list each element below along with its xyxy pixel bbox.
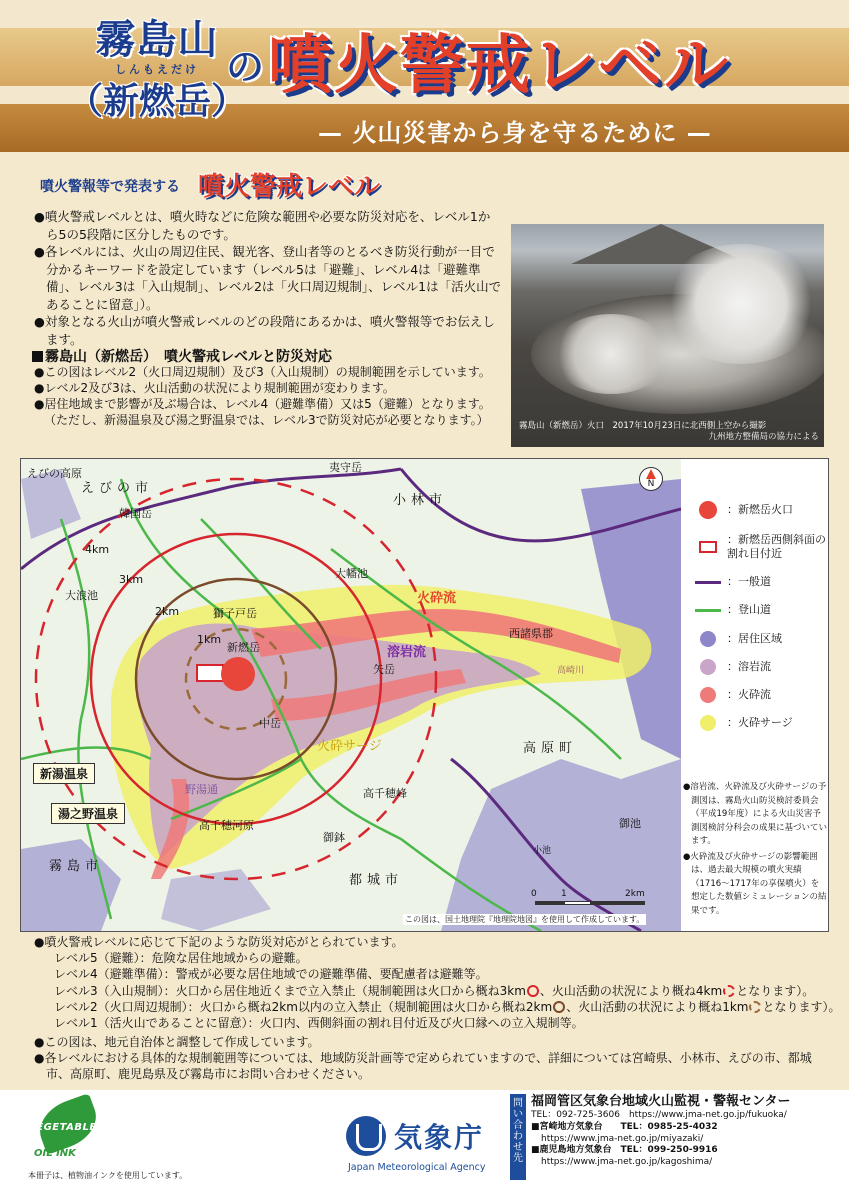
label-lava: 溶岩流 — [387, 645, 427, 660]
map-credit: この図は、国土地理院『地理院地図』を使用して作成しています。 — [405, 915, 645, 924]
intro-list — [34, 208, 502, 348]
response-level2-c: となります）。 — [762, 999, 841, 1014]
section-heading — [32, 346, 332, 366]
section-bullet: ●レベル2及び3は、火山活動の状況により規制範囲が変わります。 — [34, 381, 395, 395]
map-panel — [20, 458, 829, 932]
legend-item — [689, 603, 827, 617]
label-takachiho: 高千穂峰 — [363, 787, 407, 800]
response-section — [34, 934, 841, 1031]
legend-label: ：溶岩流 — [727, 660, 771, 673]
response-level5: レベル5（避難）：危険な居住地域からの避難。 — [54, 951, 308, 966]
photo-steam — [661, 244, 821, 364]
label-river: 高崎川 — [557, 666, 585, 676]
vegetable-oil-ink-logo — [28, 1102, 108, 1162]
bottom-note: ●この図は、地元自治体と調整して作成しています。 — [34, 1035, 320, 1049]
legend-item — [689, 533, 827, 561]
response-level1: レベル1（活火山であることに留意）：火口内、西側斜面の割れ目付近及び火口縁への立入規制等。 — [54, 1016, 584, 1031]
label-kirishima-city: 霧島市 — [49, 859, 104, 874]
square-icon — [32, 351, 43, 362]
response-level2-a: レベル2（火口周辺規制）：火口から概ね2km以内の立入禁止（規制範囲は火口から概ね2km — [54, 999, 553, 1014]
response-level2-b: 、火山活動の状況により概ね1km — [566, 999, 749, 1014]
dashed-circle-1km-icon — [749, 1001, 761, 1013]
lava-icon — [689, 659, 727, 675]
label-1km: 1km — [197, 633, 222, 646]
contact-kagoshima-url[interactable]: https://www.jma-net.go.jp/kagoshima/ — [541, 1157, 713, 1168]
contact-kagoshima: ■鹿児島地方気象台 TEL：099-250-9916 — [531, 1145, 718, 1156]
section-bullet: ●居住地域まで影響が及ぶ場合は、レベル4（避難準備）又は5（避難）となります。 — [34, 397, 491, 411]
scale-0: 0 — [531, 889, 537, 899]
response-level3-c: となります）。 — [736, 983, 815, 998]
label-ohachi: 御鉢 — [323, 831, 345, 844]
legend-label: ：居住区域 — [727, 632, 782, 645]
label-hinamori: 夷守岳 — [329, 461, 362, 474]
label-shinmoe: 新燃岳 — [227, 641, 260, 654]
legend-label: ：火砕サージ — [727, 716, 793, 729]
photo-steam — [551, 314, 671, 394]
label-miike: 御池 — [619, 817, 641, 830]
contact-miyazaki: ■宮崎地方気象台 TEL：0985-25-4032 — [531, 1121, 718, 1132]
intro-bullet: ●噴火警戒レベルとは、噴火時などに危険な範囲や必要な防災対応を、レベル1から5の5段階に区分したものです。 — [34, 209, 491, 242]
label-koike: 小池 — [533, 846, 552, 856]
legend-label: ：登山道 — [727, 603, 771, 616]
section-heading-text: 霧島山（新燃岳） 噴火警戒レベルと防災対応 — [45, 349, 332, 365]
legend-item — [689, 575, 827, 589]
label-kobayashi-city: 小林市 — [393, 493, 448, 508]
section-bullet: （ただし、新湯温泉及び湯之野温泉では、レベル3で防災対応が必要となります。） — [44, 413, 489, 427]
west-slope-fissure — [197, 665, 223, 681]
intro-title: 噴火警報等で発表する — [40, 179, 180, 195]
response-intro: ●噴火警戒レベルに応じて下記のような防災対応がとられています。 — [34, 935, 404, 949]
north-arrow-icon — [639, 467, 663, 491]
response-level3-b: 、火山活動の状況により概ね4km — [539, 983, 723, 998]
crater-icon — [689, 501, 727, 519]
photo-caption — [519, 421, 819, 443]
label-ohata: 大幡池 — [335, 567, 368, 580]
title-sub: （新燃岳） — [66, 81, 247, 122]
photo-caption-line: 霧島山（新燃岳）火口 2017年10月23日に北西側上空から撮影 — [519, 421, 767, 431]
label-2km: 2km — [155, 605, 180, 618]
map-graphic — [21, 459, 681, 931]
legend-label: ：新燃岳火口 — [727, 503, 793, 516]
surge-icon — [689, 715, 727, 731]
circle-3km-icon — [527, 985, 539, 997]
jma-mark-icon — [346, 1116, 386, 1156]
jma-name-en: Japan Meteorological Agency — [348, 1162, 486, 1173]
label-takachihogawara: 高千穂河原 — [199, 819, 254, 832]
legend-label: ：火砕流 — [727, 688, 771, 701]
footer — [0, 1090, 849, 1200]
map-note: ●火砕流及び火砕サージの影響範囲は、過去最大規模の噴火実績（1716～1717年の享保噴火）を想定した数値シミュレーションの結果です。 — [683, 851, 827, 916]
label-ebino-kogen: えびの高原 — [27, 467, 82, 480]
label-shinyu-onsen: 新湯温泉 — [33, 763, 95, 784]
crater-photo — [511, 224, 824, 447]
label-yunono-onsen: 湯之野温泉 — [51, 803, 125, 824]
title-level: 噴火警戒レベル — [268, 29, 730, 103]
residential-icon — [689, 631, 727, 647]
crater — [221, 657, 255, 691]
label-surge: 火砕サージ — [317, 739, 382, 754]
label-shishiko: 獅子戸岳 — [213, 607, 257, 620]
label-miyakonojo-city: 都城市 — [349, 873, 404, 888]
response-level2 — [34, 999, 841, 1015]
pyroclastic-icon — [689, 687, 727, 703]
contact-miyazaki-url[interactable]: https://www.jma-net.go.jp/miyazaki/ — [541, 1133, 704, 1144]
contact-tag: 問い合わせ先 — [510, 1094, 526, 1180]
label-karakuni: 韓国岳 — [119, 507, 152, 520]
jma-name: 気象庁 — [394, 1121, 485, 1154]
label-nishimorokata: 西諸県郡 — [509, 627, 553, 640]
contact-title: 福岡管区気象台地域火山監視・警報センター — [531, 1094, 791, 1109]
legend-item — [689, 659, 827, 675]
label-ebino-city: えびの市 — [81, 481, 154, 496]
map-legend — [681, 459, 829, 779]
map-notes — [683, 781, 827, 920]
circle-2km-icon — [553, 1001, 565, 1013]
intro-bullet: ●対象となる火山が噴火警戒レベルのどの段階にあるかは、噴火警報等でお伝えします。 — [34, 314, 495, 347]
legend-label: ：新燃岳西側斜面の割れ目付近 — [727, 533, 826, 560]
legend-item — [689, 687, 827, 703]
intro-bullet: ●各レベルには、火山の周辺住民、観光客、登山者等のとるべき防災行動が一目で分かるキーワードを設定しています（レベル5は「避難」、レベル4は「避難準備」、レベル3は「入山規制」、レベル2は「火口周辺規制」、レベル1は「活火山であることに留意」）。 — [34, 244, 502, 312]
legend-item — [689, 631, 827, 647]
scale-1: 1 — [561, 889, 567, 899]
trail-icon — [689, 609, 727, 612]
label-pyroclastic: 火砕流 — [417, 591, 457, 606]
label-3km: 3km — [119, 573, 144, 586]
label-4km: 4km — [85, 543, 110, 556]
scale-bar — [531, 889, 651, 909]
label-yadake: 矢岳 — [373, 663, 395, 676]
response-level4: レベル4（避難準備）：警戒が必要な居住地域での避難準備、要配慮者は避難等。 — [54, 967, 488, 982]
legend-item — [689, 501, 827, 519]
label-road: 野湯通 — [185, 783, 218, 796]
fissure-icon — [689, 541, 727, 553]
legend-item — [689, 715, 827, 731]
scale-bar-graphic — [535, 901, 645, 905]
map-note: ●溶岩流、火砕流及び火砕サージの予測図は、霧島火山防災検討委員会（平成19年度）による火山災害予測図検討分科会の成果に基づいています。 — [683, 782, 828, 846]
veg-logo-text: VEGETABLE — [28, 1122, 97, 1133]
jma-logo[interactable] — [346, 1114, 506, 1184]
hazard-map[interactable] — [21, 459, 681, 931]
label-nakadake: 中岳 — [259, 717, 281, 730]
photo-caption-credit: 九州地方整備局の協力による — [708, 432, 819, 442]
label-onami: 大浪池 — [65, 589, 98, 602]
title-volcano: 霧島山 — [95, 17, 219, 63]
response-level3 — [34, 983, 824, 999]
title-ruby: しんもえだけ — [115, 63, 199, 76]
header-subtitle: — 火山災害から身を守るために — — [318, 119, 712, 147]
dashed-circle-4km-icon — [723, 985, 735, 997]
title-no: の — [226, 45, 266, 89]
bottom-note: ●各レベルにおける具体的な規制範囲等については、地域防災計画等で定められていますので、詳細については宮崎県、小林市、えびの市、都城市、高原町、鹿児島県及び霧島市にお問い合わせください。 — [34, 1051, 812, 1081]
header — [0, 0, 849, 152]
north-label: N — [647, 479, 655, 489]
contact-info — [531, 1094, 841, 1169]
legend-label: ：一般道 — [727, 575, 771, 588]
veg-ink-note: 本冊子は、植物油インクを使用しています。 — [28, 1171, 188, 1180]
bottom-notes — [34, 1034, 824, 1082]
veg-logo-text: OIL INK — [34, 1148, 76, 1159]
section-bullet: ●この図はレベル2（火口周辺規制）及び3（入山規制）の規制範囲を示しています。 — [34, 365, 491, 379]
intro-level-title: 噴火警戒レベル — [198, 172, 381, 202]
scale-2: 2km — [625, 889, 645, 899]
response-level3-a: レベル3（入山規制）：火口から居住地近くまで立入禁止（規制範囲は火口から概ね3km — [54, 983, 526, 998]
contact-fukuoka[interactable]: TEL：092-725-3606 https://www.jma-net.go.jp/fukuoka/ — [531, 1110, 787, 1120]
residential-area — [21, 839, 121, 931]
label-takaharu: 高原町 — [523, 741, 578, 756]
section-list — [34, 364, 512, 428]
general-road-icon — [689, 581, 727, 584]
